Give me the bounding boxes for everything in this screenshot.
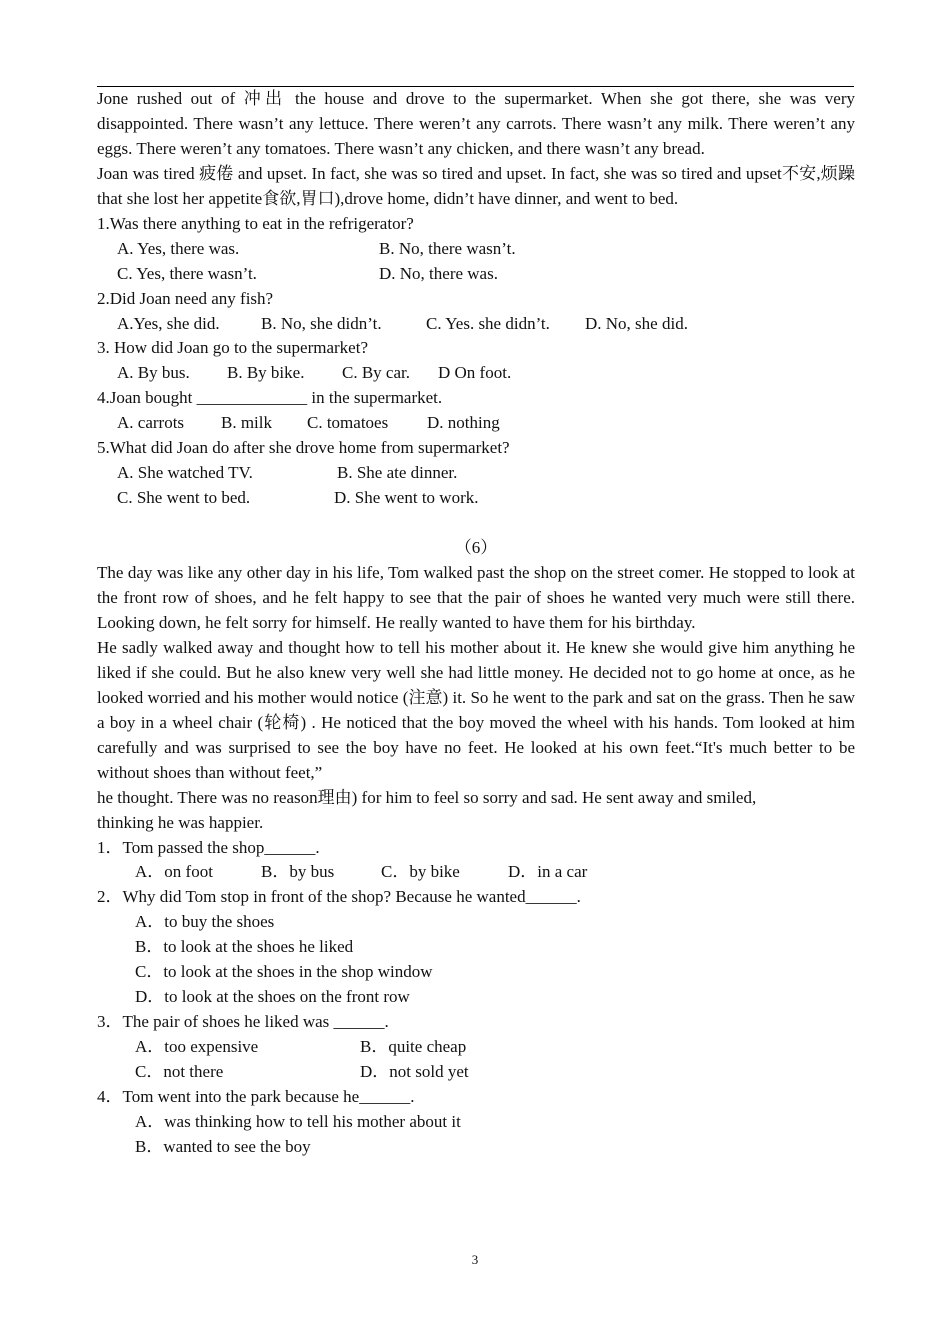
option-row xyxy=(97,1035,855,1060)
option: D. nothing xyxy=(427,413,500,433)
option: C．not there xyxy=(135,1062,224,1082)
option: D. No, there was. xyxy=(379,263,498,283)
option: B. By bike. xyxy=(227,363,305,383)
option: B．by bus xyxy=(261,862,335,882)
option: C. She went to bed. xyxy=(117,488,251,508)
option-row xyxy=(97,237,855,262)
option: B. milk xyxy=(221,413,273,433)
option: B. No, she didn’t. xyxy=(261,313,382,333)
passage-paragraph: Jone rushed out of 冲出 the house and drove to the supermarket. When she got there, she was very disappointed. There wasn’t any lettuce. There weren’t any carrots. There wasn’t any milk. There weren’t any eggs. There weren’t any tomatoes. There wasn’t any chicken, and there wasn’t any bread. xyxy=(97,89,855,158)
question-stem: 5.What did Joan do after she drove home from supermarket? xyxy=(97,438,510,458)
question-stem: 1．Tom passed the shop______. xyxy=(97,837,320,857)
option-row xyxy=(97,1060,855,1085)
option-row xyxy=(97,361,855,386)
question-stem: 3．The pair of shoes he liked was ______. xyxy=(97,1012,389,1032)
question-stem: 2．Why did Tom stop in front of the shop? Because he wanted______. xyxy=(97,887,581,907)
option: A．too expensive xyxy=(135,1037,259,1057)
option: B. She ate dinner. xyxy=(337,463,458,483)
option: D. She went to work. xyxy=(334,488,479,508)
question-stem: 2.Did Joan need any fish? xyxy=(97,288,274,308)
option: B．to look at the shoes he liked xyxy=(135,937,354,957)
passage-line: he thought. There was no reason理由) for him to feel so sorry and sad. He sent away and smiled, xyxy=(97,787,757,807)
page-content xyxy=(97,87,855,1160)
option: A. Yes, there was. xyxy=(117,238,240,258)
option: C. Yes, there wasn’t. xyxy=(117,263,257,283)
section-heading: （6） xyxy=(454,538,498,558)
question-stem: 4．Tom went into the park because he______. xyxy=(97,1087,415,1107)
question-stem: 3. How did Joan go to the supermarket? xyxy=(97,338,368,358)
option-row xyxy=(97,860,855,885)
option: C．to look at the shoes in the shop window xyxy=(135,962,433,982)
option-row xyxy=(97,486,855,511)
page-number: 3 xyxy=(471,1252,479,1267)
option: A．was thinking how to tell his mother about it xyxy=(135,1111,461,1131)
option: A. By bus. xyxy=(117,363,190,383)
option-row xyxy=(97,312,855,337)
option: A.Yes, she did. xyxy=(117,313,220,333)
passage-paragraph: He sadly walked away and thought how to tell his mother about it. He knew she would give him anything he liked if she could. But he also knew very well she had little money. He decided not to go home at once, as he looked worried and his mother would notice (注意) it. So he went to the park and sat on the grass. Then he saw a boy in a wheel chair (轮椅) . He noticed that the boy moved the wheel with his hands. Tom looked at him carefully and was surprised to see the boy have no feet. He looked at his own feet.“It's much better to be without shoes than without feet,” xyxy=(97,637,855,782)
question-stem: 4.Joan bought _____________ in the supermarket. xyxy=(97,388,443,408)
option: A．to buy the shoes xyxy=(135,912,275,932)
option: C. tomatoes xyxy=(307,413,389,433)
option: B．wanted to see the boy xyxy=(135,1136,311,1156)
passage-line: thinking he was happier. xyxy=(97,812,264,832)
option: D. No, she did. xyxy=(585,313,688,333)
option: D On foot. xyxy=(438,363,512,383)
option: B．quite cheap xyxy=(360,1037,467,1057)
passage-paragraph: Joan was tired 疲倦 and upset. In fact, she was so tired and upset. In fact, she was so tired and upset不安,烦躁 that she lost her appetite食欲,胃口),drove home, didn’t have dinner, and went to bed. xyxy=(97,163,855,208)
option: C. By car. xyxy=(342,363,410,383)
option-row xyxy=(97,262,855,287)
option: A．on foot xyxy=(135,862,213,882)
option: A. carrots xyxy=(117,413,185,433)
option-row xyxy=(97,411,855,436)
option: D．to look at the shoes on the front row xyxy=(135,987,410,1007)
option: D．in a car xyxy=(508,862,588,882)
option: A. She watched TV. xyxy=(117,463,253,483)
option: C. Yes. she didn’t. xyxy=(426,313,550,333)
option: D．not sold yet xyxy=(360,1062,469,1082)
question-stem: 1.Was there anything to eat in the refrigerator? xyxy=(97,213,414,233)
option: B. No, there wasn’t. xyxy=(379,238,516,258)
passage-paragraph: The day was like any other day in his life, Tom walked past the shop on the street comer. He stopped to look at the front row of shoes, and he felt happy to see that the pair of shoes he wanted very much were still there. Looking down, he felt sorry for himself. He really wanted to have them for his birthday. xyxy=(97,563,855,632)
option-row xyxy=(97,461,855,486)
option: C．by bike xyxy=(381,862,460,882)
